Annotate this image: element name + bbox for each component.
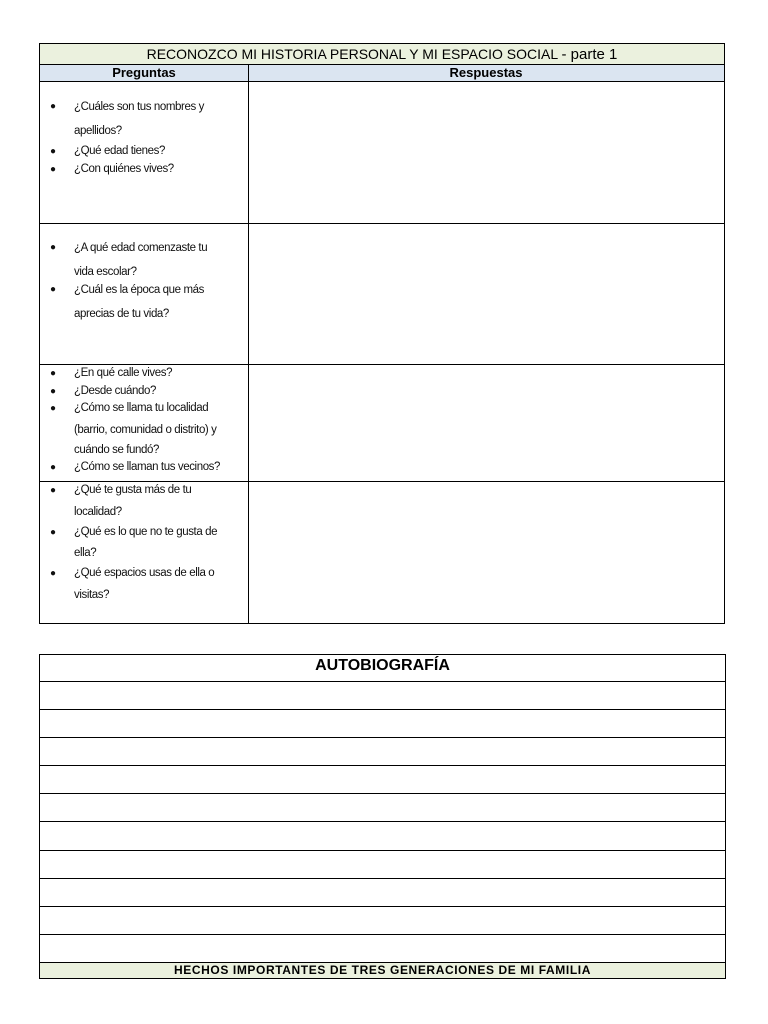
question-item: ● ¿Qué te gusta más de tu bbox=[50, 482, 248, 500]
question-item-continued: vida escolar? bbox=[74, 266, 137, 278]
row-divider bbox=[40, 223, 724, 224]
writing-line bbox=[40, 934, 725, 935]
column-divider bbox=[248, 65, 249, 623]
question-item-continued: (barrio, comunidad o distrito) y bbox=[74, 423, 217, 436]
bullet-icon: ● bbox=[50, 163, 56, 175]
question-item-continued: visitas? bbox=[74, 588, 110, 601]
question-item-continued: ella? bbox=[74, 547, 97, 559]
question-item: ● ¿Qué es lo que no te gusta de bbox=[50, 524, 248, 542]
question-item: ● ¿Qué edad tienes? bbox=[50, 143, 248, 161]
question-item-continued: cuándo se fundó? bbox=[74, 443, 160, 456]
column-header-row bbox=[40, 65, 724, 82]
question-item: ● ¿Con quiénes vives? bbox=[50, 161, 248, 179]
writing-line bbox=[40, 765, 725, 766]
question-cell-3 bbox=[40, 365, 248, 477]
question-item-continued: apellidos? bbox=[74, 125, 122, 137]
table-title-text: RECONOZCO MI HISTORIA PERSONAL Y MI ESPACIO SOCIAL bbox=[146, 46, 558, 62]
table-title bbox=[40, 44, 724, 65]
column-header-answers: Respuestas bbox=[449, 65, 523, 80]
column-header-questions: Preguntas bbox=[112, 65, 176, 80]
bullet-icon: ● bbox=[50, 526, 56, 538]
question-item: ● ¿Qué espacios usas de ella o bbox=[50, 565, 248, 583]
question-item: ● ¿Cuáles son tus nombres y bbox=[50, 95, 248, 119]
writing-line bbox=[40, 681, 725, 682]
bullet-icon: ● bbox=[50, 284, 56, 295]
autobiography-table bbox=[39, 654, 726, 979]
question-cell-4 bbox=[40, 482, 248, 607]
question-item-continued: localidad? bbox=[74, 505, 122, 518]
bullet-icon: ● bbox=[50, 146, 56, 157]
question-item: ● ¿Cómo se llama tu localidad bbox=[50, 400, 248, 418]
bullet-icon: ● bbox=[50, 485, 56, 496]
questions-table bbox=[39, 43, 725, 624]
writing-line bbox=[40, 906, 725, 907]
question-item-continued: aprecias de tu vida? bbox=[74, 308, 169, 320]
writing-line bbox=[40, 850, 725, 851]
autobiography-title: AUTOBIOGRAFÍA bbox=[315, 657, 450, 674]
question-item: ● ¿Cuál es la época que más bbox=[50, 278, 248, 302]
table-title-part: - parte 1 bbox=[561, 46, 618, 63]
question-cell-1 bbox=[40, 95, 248, 178]
bullet-icon: ● bbox=[50, 403, 56, 414]
bullet-icon: ● bbox=[50, 462, 56, 473]
writing-line bbox=[40, 878, 725, 879]
bullet-icon: ● bbox=[50, 101, 56, 112]
writing-line bbox=[40, 709, 725, 710]
writing-line bbox=[40, 793, 725, 794]
writing-line bbox=[40, 737, 725, 738]
bullet-icon: ● bbox=[50, 242, 56, 253]
question-item: ● ¿Cómo se llaman tus vecinos? bbox=[50, 459, 248, 477]
bullet-icon: ● bbox=[50, 368, 56, 379]
question-item: ● ¿A qué edad comenzaste tu bbox=[50, 236, 248, 260]
question-cell-2 bbox=[40, 236, 248, 326]
family-facts-footer: HECHOS IMPORTANTES DE TRES GENERACIONES DE MI FAMILIA bbox=[40, 963, 725, 978]
question-item: ● ¿En qué calle vives? bbox=[50, 365, 248, 383]
bullet-icon: ● bbox=[50, 568, 56, 579]
writing-line bbox=[40, 821, 725, 822]
question-item: ● ¿Desde cuándo? bbox=[50, 383, 248, 401]
bullet-icon: ● bbox=[50, 385, 56, 397]
